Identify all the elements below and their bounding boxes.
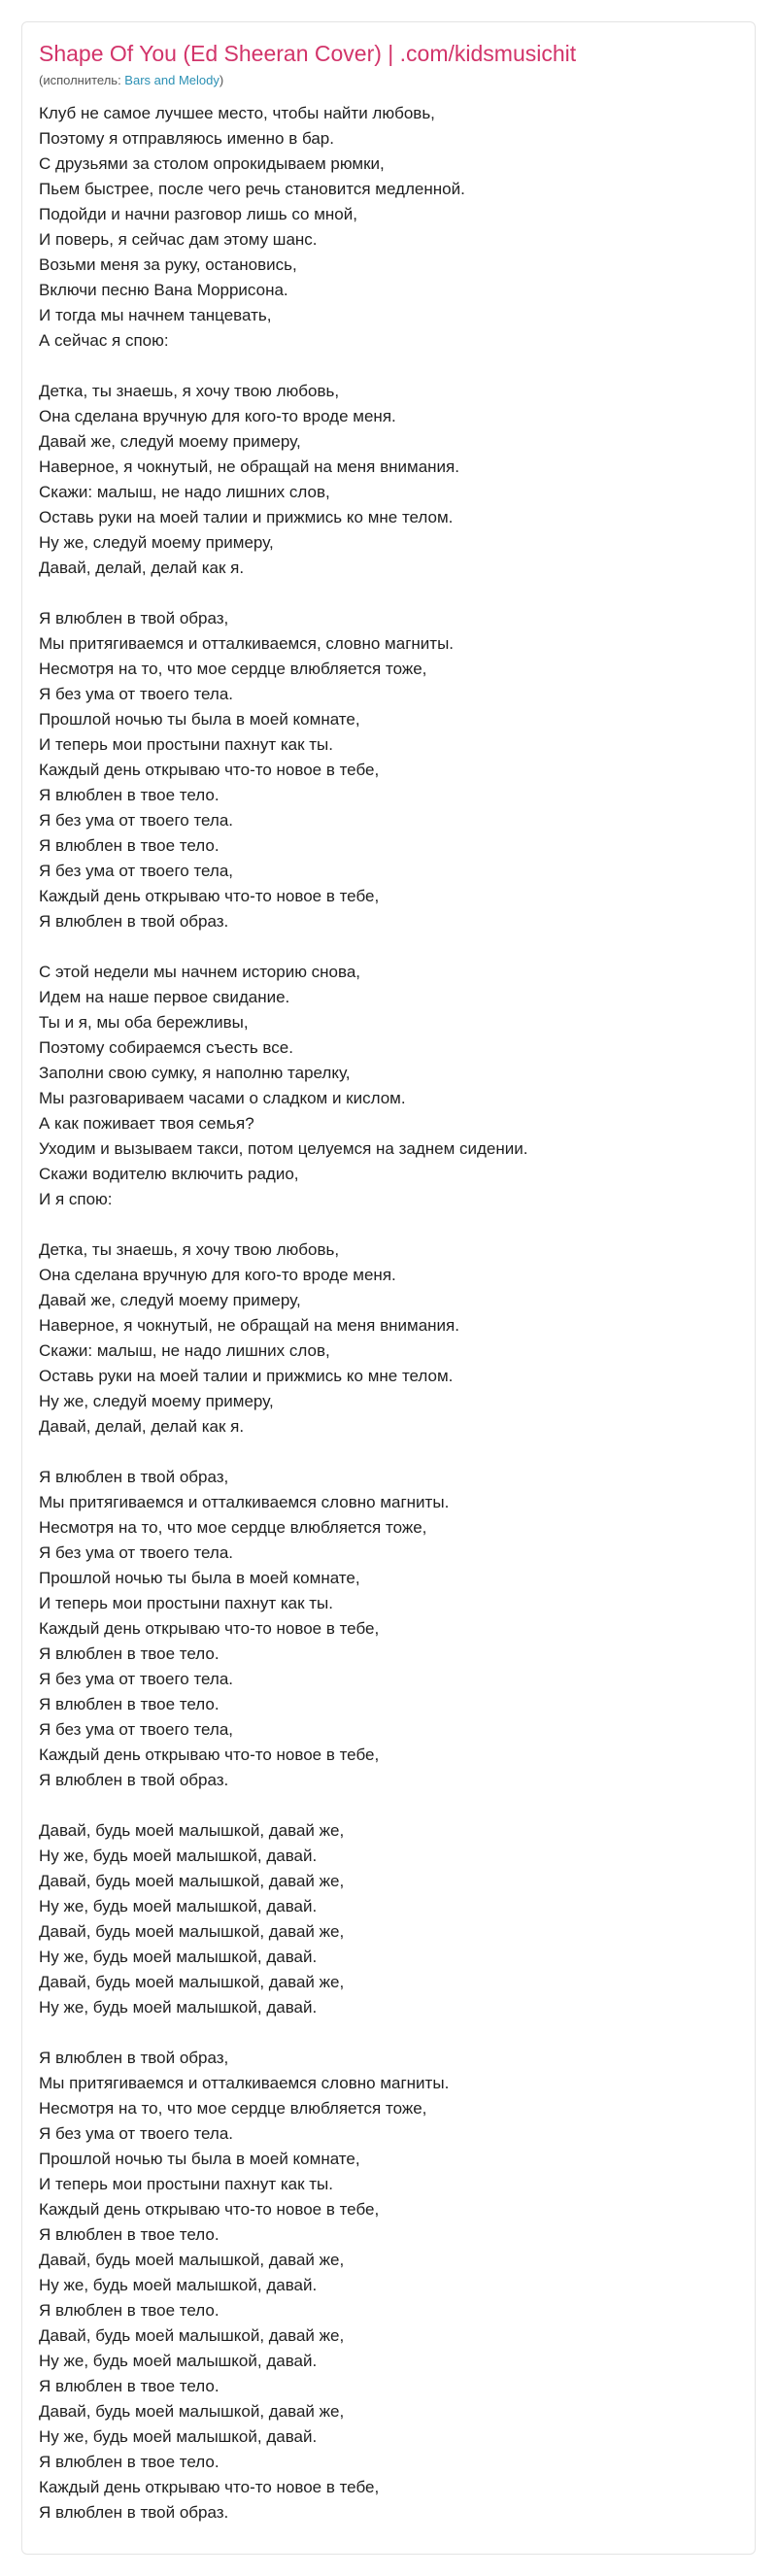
lyric-line: Я влюблен в твой образ, — [39, 1468, 229, 1486]
lyric-line: Ну же, будь моей малышкой, давай. — [39, 1998, 318, 2017]
lyric-line: И я спою: — [39, 1190, 113, 1208]
lyric-line: Я влюблен в твой образ. — [39, 1771, 229, 1789]
lyric-line: Ну же, будь моей малышкой, давай. — [39, 1897, 318, 1915]
lyric-line: И теперь мои простыни пахнут как ты. — [39, 735, 333, 754]
lyric-line: Я влюблен в твой образ, — [39, 2049, 229, 2067]
lyrics-stanza — [39, 379, 738, 581]
lyric-line: Идем на наше первое свидание. — [39, 988, 290, 1006]
lyric-line: Давай, будь моей малышкой, давай же, — [39, 2402, 345, 2421]
lyric-line: Давай, будь моей малышкой, давай же, — [39, 1872, 345, 1890]
lyric-line: Включи песню Вана Моррисона. — [39, 281, 288, 299]
lyric-line: Прошлой ночью ты была в моей комнате, — [39, 710, 360, 729]
lyric-line: Я влюблен в твое тело. — [39, 2301, 220, 2320]
lyric-line: Ты и я, мы оба бережливы, — [39, 1013, 249, 1032]
lyrics-stanza — [39, 2046, 738, 2525]
lyric-line: Я влюблен в твой образ. — [39, 2503, 229, 2522]
performer-prefix: (исполнитель: — [39, 73, 125, 87]
lyric-line: Я без ума от твоего тела. — [39, 1670, 234, 1688]
lyric-line: С этой недели мы начнем историю снова, — [39, 963, 361, 981]
lyric-line: И теперь мои простыни пахнут как ты. — [39, 2175, 333, 2193]
lyric-line: Мы притягиваемся и отталкиваемся, словно магниты. — [39, 634, 455, 653]
performer-suffix: ) — [219, 73, 224, 87]
lyric-line: Я без ума от твоего тела. — [39, 1543, 234, 1562]
lyric-line: Мы притягиваемся и отталкиваемся словно магниты. — [39, 1493, 450, 1511]
lyric-line: И тогда мы начнем танцевать, — [39, 306, 272, 324]
lyric-line: Мы разговариваем часами о сладком и кислом. — [39, 1089, 406, 1107]
lyric-line: Она сделана вручную для кого-то вроде меня. — [39, 1266, 396, 1284]
lyrics-stanza — [39, 606, 738, 934]
lyric-line: Несмотря на то, что мое сердце влюбляется тоже, — [39, 2099, 427, 2118]
lyric-line: Подойди и начни разговор лишь со мной, — [39, 205, 357, 223]
lyric-line: Я влюблен в твое тело. — [39, 2453, 220, 2471]
lyric-line: С друзьями за столом опрокидываем рюмки, — [39, 154, 385, 173]
lyric-line: Я влюблен в твое тело. — [39, 1695, 220, 1713]
lyric-line: А как поживает твоя семья? — [39, 1114, 254, 1133]
lyric-line: Каждый день открываю что-то новое в тебе, — [39, 2200, 380, 2219]
lyric-line: Давай, делай, делай как я. — [39, 559, 245, 577]
lyric-line: Скажи водителю включить радио, — [39, 1165, 299, 1183]
lyric-line: Давай же, следуй моему примеру, — [39, 432, 301, 451]
lyric-line: Каждый день открываю что-то новое в тебе, — [39, 2478, 380, 2496]
lyric-line: Пьем быстрее, после чего речь становится медленной. — [39, 180, 465, 198]
lyric-line: Ну же, будь моей малышкой, давай. — [39, 2276, 318, 2294]
lyric-line: Детка, ты знаешь, я хочу твою любовь, — [39, 382, 340, 400]
lyric-line: Я без ума от твоего тела, — [39, 862, 234, 880]
lyric-line: Я без ума от твоего тела, — [39, 1720, 234, 1739]
lyrics-stanza — [39, 101, 738, 354]
lyric-line: Каждый день открываю что-то новое в тебе, — [39, 887, 380, 905]
lyric-line: Заполни свою сумку, я наполню тарелку, — [39, 1064, 351, 1082]
lyric-line: Давай, делай, делай как я. — [39, 1417, 245, 1436]
lyric-line: Давай, будь моей малышкой, давай же, — [39, 1973, 345, 1991]
lyric-line: Она сделана вручную для кого-то вроде меня. — [39, 407, 396, 425]
song-header — [39, 39, 738, 89]
lyric-line: Я без ума от твоего тела. — [39, 2124, 234, 2143]
lyrics-body — [39, 101, 738, 2551]
lyric-line: Несмотря на то, что мое сердце влюбляется тоже, — [39, 1518, 427, 1537]
lyric-line: Поэтому собираемся съесть все. — [39, 1038, 293, 1057]
lyric-line: Я без ума от твоего тела. — [39, 685, 234, 703]
lyric-line: Я влюблен в твое тело. — [39, 2225, 220, 2244]
lyric-line: Оставь руки на моей талии и прижмись ко мне телом. — [39, 1367, 454, 1385]
lyric-line: Я влюблен в твой образ, — [39, 609, 229, 627]
lyric-line: Детка, ты знаешь, я хочу твою любовь, — [39, 1240, 340, 1259]
lyrics-stanza — [39, 1465, 738, 1793]
lyric-line: Я влюблен в твое тело. — [39, 2377, 220, 2395]
lyric-line: Давай, будь моей малышкой, давай же, — [39, 2326, 345, 2345]
lyric-line: Скажи: малыш, не надо лишних слов, — [39, 483, 330, 501]
lyric-line: Я без ума от твоего тела. — [39, 811, 234, 830]
lyric-line: Каждый день открываю что-то новое в тебе, — [39, 1619, 380, 1638]
lyric-line: Я влюблен в твое тело. — [39, 836, 220, 855]
lyric-line: Я влюблен в твое тело. — [39, 1644, 220, 1663]
lyric-line: Давай, будь моей малышкой, давай же, — [39, 1922, 345, 1941]
lyric-line: Я влюблен в твой образ. — [39, 912, 229, 931]
lyric-line: Ну же, будь моей малышкой, давай. — [39, 2427, 318, 2446]
lyric-line: Давай, будь моей малышкой, давай же, — [39, 2251, 345, 2269]
lyric-line: Клуб не самое лучшее место, чтобы найти любовь, — [39, 104, 435, 122]
lyric-line: Скажи: малыш, не надо лишних слов, — [39, 1341, 330, 1360]
lyric-line: Прошлой ночью ты была в моей комнате, — [39, 2150, 360, 2168]
lyric-line: Каждый день открываю что-то новое в тебе, — [39, 1746, 380, 1764]
lyric-line: Давай, будь моей малышкой, давай же, — [39, 1821, 345, 1840]
lyric-line: Оставь руки на моей талии и прижмись ко мне телом. — [39, 508, 454, 526]
artist-link[interactable]: Bars and Melody — [124, 73, 220, 87]
lyric-line: Давай же, следуй моему примеру, — [39, 1291, 301, 1309]
lyric-line: Прошлой ночью ты была в моей комнате, — [39, 1569, 360, 1587]
lyric-line: А сейчас я спою: — [39, 331, 169, 350]
lyric-line: Я влюблен в твое тело. — [39, 786, 220, 804]
lyrics-stanza — [39, 1818, 738, 2020]
lyric-line: Уходим и вызываем такси, потом целуемся на заднем сидении. — [39, 1139, 528, 1158]
lyric-line: Наверное, я чокнутый, не обращай на меня внимания. — [39, 458, 459, 476]
lyric-line: И теперь мои простыни пахнут как ты. — [39, 1594, 333, 1612]
lyric-line: Ну же, следуй моему примеру, — [39, 533, 274, 552]
song-title: Shape Of You (Ed Sheeran Cover) | .com/kidsmusichit — [39, 41, 577, 66]
lyrics-stanza — [39, 1237, 738, 1440]
performer-line — [39, 72, 738, 89]
lyric-line: И поверь, я сейчас дам этому шанс. — [39, 230, 318, 249]
lyric-line: Мы притягиваемся и отталкиваемся словно магниты. — [39, 2074, 450, 2092]
lyric-line: Ну же, будь моей малышкой, давай. — [39, 2352, 318, 2370]
lyric-line: Несмотря на то, что мое сердце влюбляется тоже, — [39, 660, 427, 678]
lyric-line: Ну же, будь моей малышкой, давай. — [39, 1847, 318, 1865]
lyric-line: Поэтому я отправляюсь именно в бар. — [39, 129, 334, 148]
lyric-line: Ну же, будь моей малышкой, давай. — [39, 1948, 318, 1966]
lyric-line: Возьми меня за руку, остановись, — [39, 255, 297, 274]
lyrics-stanza — [39, 960, 738, 1212]
lyric-line: Ну же, следуй моему примеру, — [39, 1392, 274, 1410]
lyric-line: Каждый день открываю что-то новое в тебе, — [39, 761, 380, 779]
lyric-line: Наверное, я чокнутый, не обращай на меня внимания. — [39, 1316, 459, 1335]
